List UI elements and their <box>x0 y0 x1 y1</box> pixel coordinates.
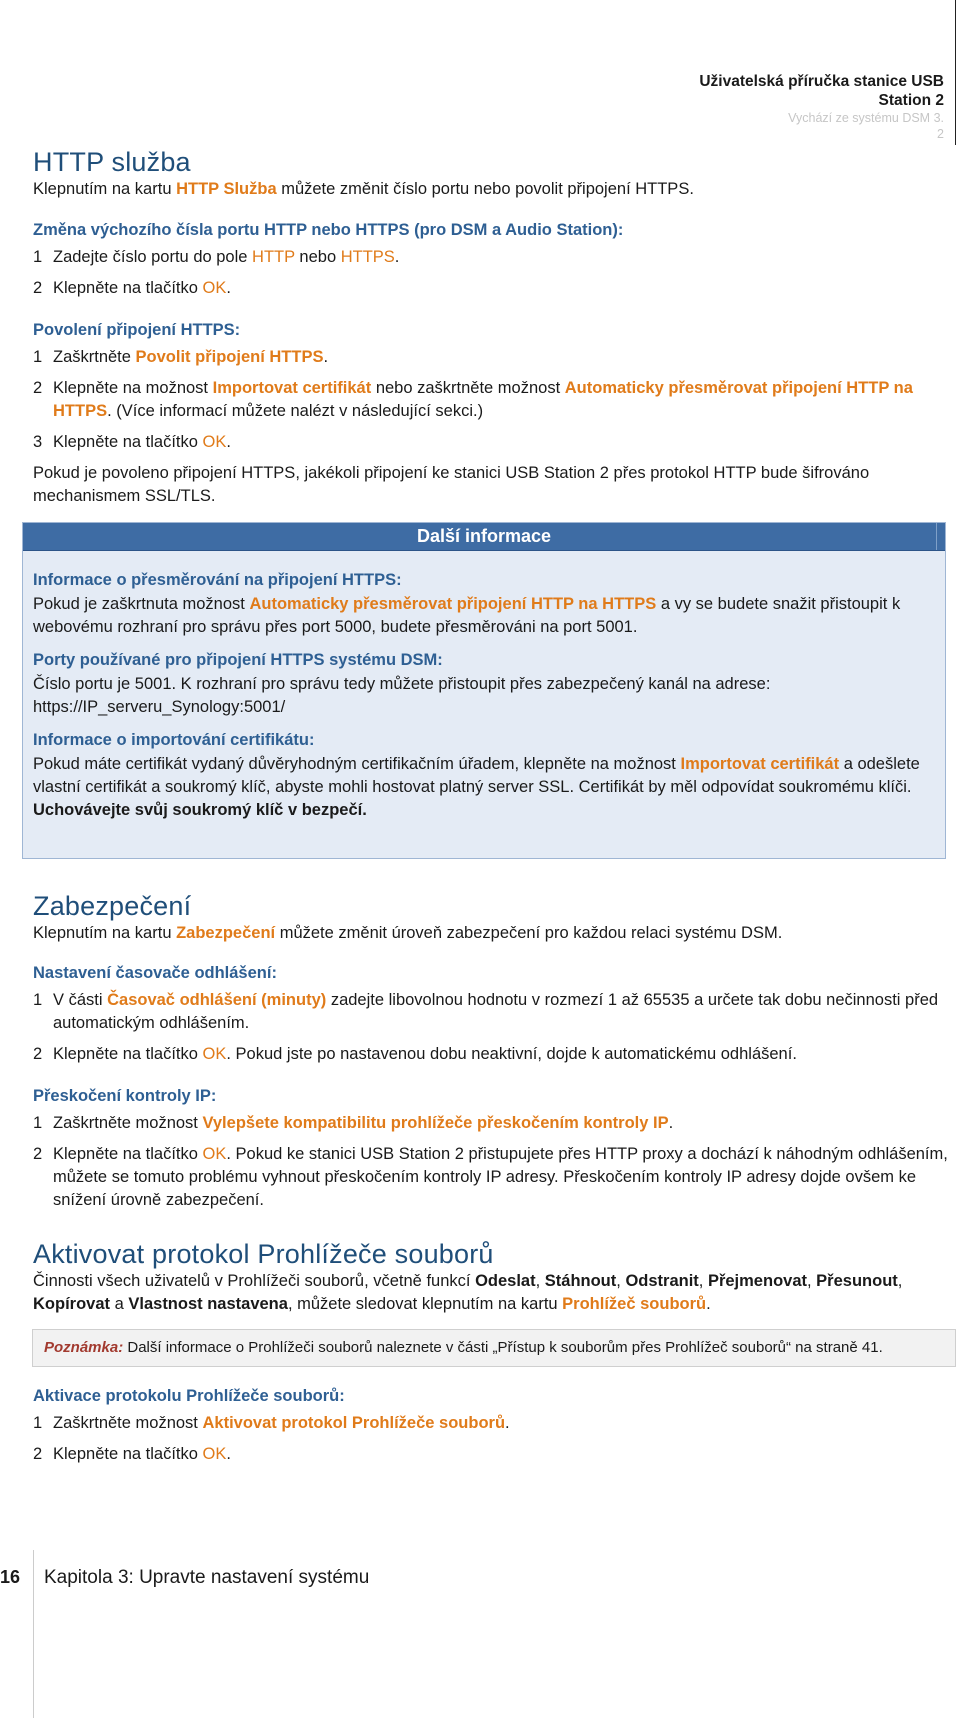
list-item: 1 Zaškrtněte možnost Aktivovat protokol Prohlížeče souborů. <box>33 1414 510 1432</box>
list-item: 3 Klepněte na tlačítko OK. <box>33 433 231 451</box>
logout-timer-link[interactable]: Časovač odhlášení (minuty) <box>107 991 327 1009</box>
http-service-tab-link[interactable]: HTTP Služba <box>176 180 277 198</box>
auto-redirect-link[interactable]: Automaticky přesměrovat připojení HTTP na HTTPS <box>249 595 657 613</box>
list-item: 2 Klepněte na tlačítko OK. <box>33 1445 231 1463</box>
security-intro: Klepnutím na kartu Zabezpečení můžete změnit úroveň zabezpečení pro každou relaci systému DSM. <box>33 924 783 942</box>
logout-timer-heading: Nastavení časovače odhlášení: <box>33 964 277 982</box>
http-section <box>33 146 948 508</box>
list-item: 1 Zadejte číslo portu do pole HTTP nebo HTTPS. <box>33 248 400 266</box>
http-heading: HTTP služba <box>33 147 191 177</box>
enable-https-link[interactable]: Povolit připojení HTTPS <box>135 348 324 366</box>
chapter-title: Kapitola 3: Upravte nastavení systému <box>44 1567 370 1588</box>
info-box <box>22 522 946 859</box>
note-box <box>32 1329 956 1367</box>
ok-button-ref[interactable]: OK <box>202 1145 227 1163</box>
filebrowser-heading: Aktivovat protokol Prohlížeče souborů <box>33 1239 494 1269</box>
ip-check-heading: Přeskočení kontroly IP: <box>33 1087 217 1105</box>
header-title-line1: Uživatelská příručka stanice USB <box>699 73 944 90</box>
import-certificate-link[interactable]: Importovat certifikát <box>212 379 372 397</box>
list-item: 1 Zaškrtněte Povolit připojení HTTPS. <box>33 348 329 366</box>
page-number: 16 <box>0 1567 21 1587</box>
port-change-heading: Změna výchozího čísla portu HTTP nebo HTTPS (pro DSM a Audio Station): <box>33 221 624 239</box>
info-cert-heading: Informace o importování certifikátu: <box>33 731 315 749</box>
filebrowser-section <box>33 1238 948 1316</box>
info-redirect-heading: Informace o přesměrování na připojení HTTPS: <box>33 571 402 589</box>
security-heading: Zabezpečení <box>33 891 192 921</box>
info-redirect-text: Pokud je zaškrtnuta možnost Automaticky přesměrovat připojení HTTP na HTTPS a vy se budete snažit přistoupit k webovému rozhraní pro správu přes port 5000, budete přesměrováni na port 5001. <box>33 595 901 636</box>
header-subtitle-line1: Vychází ze systému DSM 3. <box>788 111 944 125</box>
http-field-link[interactable]: HTTP <box>252 248 295 266</box>
ok-button-ref[interactable]: OK <box>202 433 227 451</box>
file-browser-tab-link[interactable]: Prohlížeč souborů <box>562 1295 707 1313</box>
ok-button-ref[interactable]: OK <box>202 1045 227 1063</box>
info-cert-text: Pokud máte certifikát vydaný důvěryhodným certifikačním úřadem, klepněte na možnost Importovat certifikát a odešlete vlastní certifikát a soukromý klíč, abyste mohli hostovat platný server SSL. Certifikát by měl odpovídat soukromému klíči. Uchovávejte svůj soukromý klíč v bezpečí. <box>33 755 920 819</box>
list-item: 2 Klepněte na tlačítko OK. Pokud ke stanici USB Station 2 přistupujete přes HTTP proxy a dochází k náhodným odhlášením, můžete se tomuto problému vyhnout přeskočením kontroly IP adresy. Přeskočením kontroly IP adresy dojde ovšem ke snížení úrovně zabezpečení. <box>33 1145 948 1209</box>
ok-button-ref[interactable]: OK <box>202 279 227 297</box>
https-closing-text: Pokud je povoleno připojení HTTPS, jakékoli připojení ke stanici USB Station 2 přes protokol HTTP bude šifrováno mechanismem SSL/TLS. <box>33 464 870 505</box>
list-item: 2 Klepněte na tlačítko OK. <box>33 279 231 297</box>
security-section <box>33 890 948 1212</box>
note-text: Další informace o Prohlížeči souborů naleznete v části „Přístup k souborům přes Prohlížeč souborů“ na straně 41. <box>123 1339 883 1356</box>
header-title-line2: Station 2 <box>878 92 944 109</box>
info-box-title: Další informace <box>23 523 945 551</box>
activation-heading: Aktivace protokolu Prohlížeče souborů: <box>33 1387 345 1405</box>
auto-redirect-link[interactable]: Automaticky přesměrovat připojení HTTP na HTTPS <box>53 379 913 420</box>
ok-button-ref[interactable]: OK <box>202 1445 227 1463</box>
header-rule <box>955 0 960 145</box>
filebrowser-activation <box>33 1385 948 1466</box>
info-ports-heading: Porty používané pro připojení HTTPS systému DSM: <box>33 651 443 669</box>
footer-divider <box>33 1550 34 1718</box>
activate-log-link[interactable]: Aktivovat protokol Prohlížeče souborů <box>202 1414 506 1432</box>
list-item: 1 Zaškrtněte možnost Vylepšete kompatibilitu prohlížeče přeskočením kontroly IP. <box>33 1114 674 1132</box>
list-item: 2 Klepněte na tlačítko OK. Pokud jste po nastavenou dobu neaktivní, dojde k automatickému odhlášení. <box>33 1045 797 1063</box>
enable-https-heading: Povolení připojení HTTPS: <box>33 321 241 339</box>
filebrowser-intro: Činnosti všech uživatelů v Prohlížeči souborů, včetně funkcí Odeslat, Stáhnout, Odstranit, Přejmenovat, Přesunout, Kopírovat a Vlastnost nastavena, můžete sledovat klepnutím na kartu Prohlížeč souborů. <box>33 1272 903 1313</box>
https-field-link[interactable]: HTTPS <box>340 248 395 266</box>
security-tab-link[interactable]: Zabezpečení <box>176 924 276 942</box>
running-header <box>644 72 944 142</box>
skip-ip-check-link[interactable]: Vylepšete kompatibilitu prohlížeče přeskočením kontroly IP <box>202 1114 669 1132</box>
http-intro: Klepnutím na kartu HTTP Služba můžete změnit číslo portu nebo povolit připojení HTTPS. <box>33 180 694 198</box>
header-subtitle-line2: 2 <box>937 127 944 141</box>
page-footer <box>0 1550 960 1718</box>
note-label: Poznámka: <box>44 1339 124 1356</box>
info-ports-text: Číslo portu je 5001. K rozhraní pro správu tedy můžete přistoupit přes zabezpečený kanál na adrese: https://IP_serveru_Synology:5001/ <box>33 675 771 716</box>
list-item: 2 Klepněte na možnost Importovat certifikát nebo zaškrtněte možnost Automaticky přesměrovat připojení HTTP na HTTPS. (Více informací můžete nalézt v následující sekci.) <box>33 379 913 420</box>
import-certificate-link[interactable]: Importovat certifikát <box>680 755 840 773</box>
list-item: 1 V části Časovač odhlášení (minuty) zadejte libovolnou hodnotu v rozmezí 1 až 65535 a určete tak dobu nečinnosti před automatickým odhlášením. <box>33 991 939 1032</box>
